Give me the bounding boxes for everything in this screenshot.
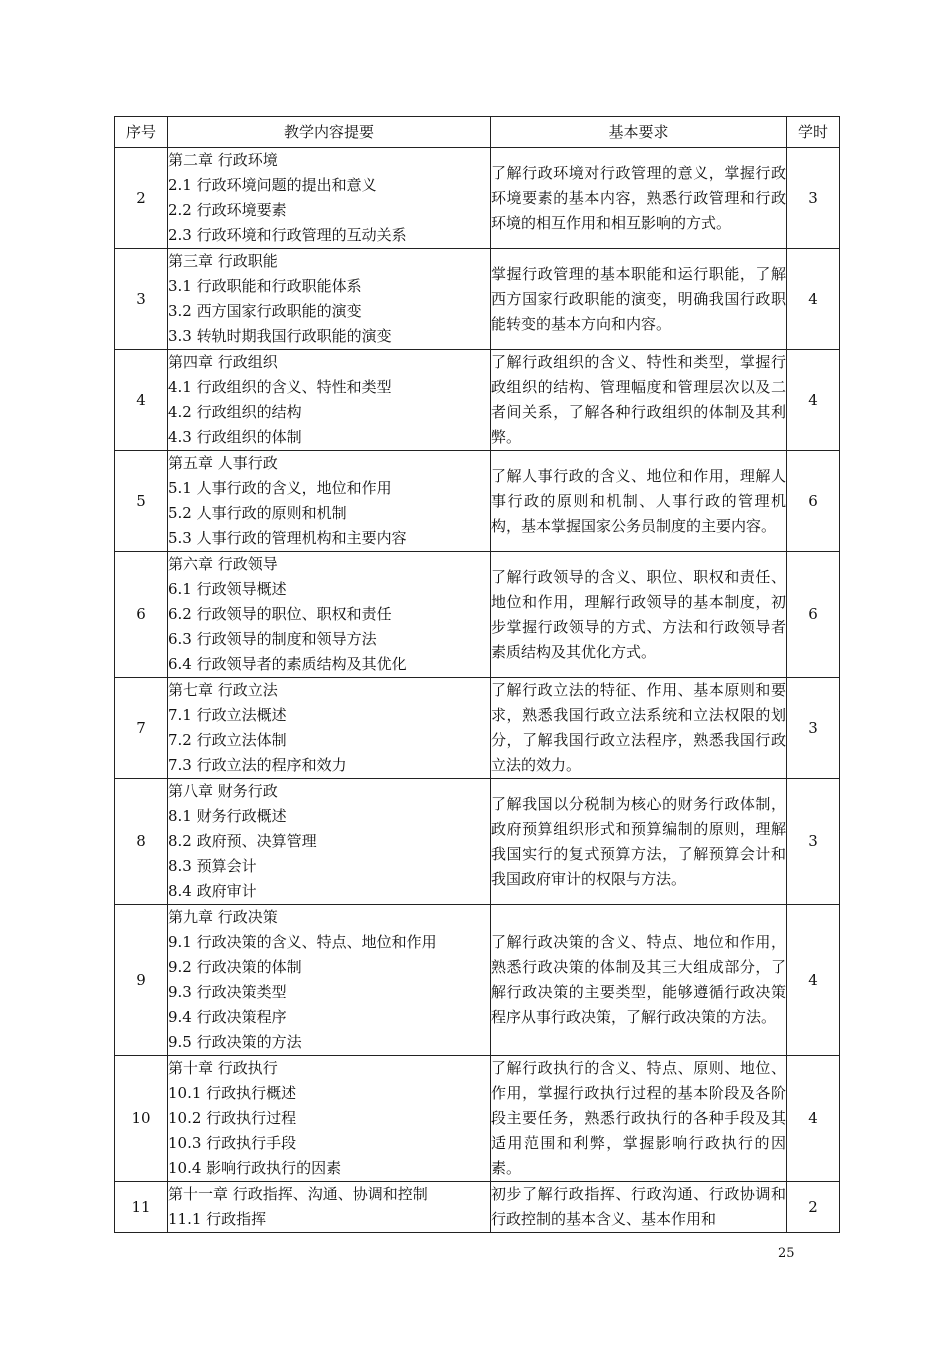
content-line: 第十一章 行政指挥、沟通、协调和控制 — [168, 1185, 428, 1203]
row-hours: 4 — [787, 350, 840, 451]
row-requirements — [491, 451, 787, 552]
row-requirements — [491, 148, 787, 249]
content-line: 10.1 行政执行概述 — [168, 1084, 297, 1102]
row-hours: 2 — [787, 1182, 840, 1233]
content-line: 7.3 行政立法的程序和效力 — [168, 756, 347, 774]
content-line: 第十章 行政执行 — [168, 1059, 278, 1077]
content-line: 第六章 行政领导 — [168, 555, 278, 573]
row-no: 11 — [115, 1182, 168, 1233]
row-requirements — [491, 779, 787, 905]
row-hours: 3 — [787, 148, 840, 249]
content-line: 8.2 政府预、决算管理 — [168, 832, 317, 850]
row-content — [168, 350, 491, 451]
row-content — [168, 779, 491, 905]
row-hours: 4 — [787, 249, 840, 350]
row-requirements — [491, 552, 787, 678]
content-line: 第五章 人事行政 — [168, 454, 278, 472]
row-requirements — [491, 249, 787, 350]
row-no: 10 — [115, 1056, 168, 1182]
row-content — [168, 552, 491, 678]
row-content — [168, 1056, 491, 1182]
row-no: 8 — [115, 779, 168, 905]
content-line: 2.2 行政环境要素 — [168, 201, 287, 219]
content-line: 10.4 影响行政执行的因素 — [168, 1159, 342, 1177]
row-requirements — [491, 678, 787, 779]
requirements-text: 了解我国以分税制为核心的财务行政体制，政府预算组织形式和预算编制的原则，理解我国实行的复式预算方法，了解预算会计和我国政府审计的权限与方法。 — [491, 794, 786, 888]
content-line: 第七章 行政立法 — [168, 681, 278, 699]
content-line: 6.2 行政领导的职位、职权和责任 — [168, 605, 392, 623]
row-no: 5 — [115, 451, 168, 552]
syllabus-table — [114, 116, 840, 1233]
row-no: 6 — [115, 552, 168, 678]
header-requirements: 基本要求 — [491, 117, 787, 148]
row-requirements — [491, 1056, 787, 1182]
requirements-text: 了解行政领导的含义、职位、职权和责任、地位和作用，理解行政领导的基本制度，初步掌握行政领导的方式、方法和行政领导者素质结构及其优化方式。 — [491, 567, 786, 661]
requirements-text: 了解行政决策的含义、特点、地位和作用，熟悉行政决策的体制及其三大组成部分，了解行政决策的主要类型，能够遵循行政决策程序从事行政决策，了解行政决策的方法。 — [491, 933, 786, 1026]
table-row — [115, 779, 840, 905]
header-content: 教学内容提要 — [168, 117, 491, 148]
content-line: 8.3 预算会计 — [168, 857, 257, 875]
content-line: 10.3 行政执行手段 — [168, 1134, 297, 1152]
row-no: 2 — [115, 148, 168, 249]
content-line: 5.1 人事行政的含义，地位和作用 — [168, 479, 392, 497]
content-line: 9.3 行政决策类型 — [168, 983, 287, 1001]
content-line: 6.4 行政领导者的素质结构及其优化 — [168, 655, 407, 673]
content-line: 第四章 行政组织 — [168, 353, 278, 371]
content-line: 9.5 行政决策的方法 — [168, 1033, 302, 1051]
row-requirements — [491, 350, 787, 451]
content-line: 5.3 人事行政的管理机构和主要内容 — [168, 529, 407, 547]
row-requirements — [491, 1182, 787, 1233]
table-header-row — [115, 117, 840, 148]
table-row — [115, 148, 840, 249]
content-line: 3.1 行政职能和行政职能体系 — [168, 277, 362, 295]
row-hours: 4 — [787, 905, 840, 1056]
table-row — [115, 1056, 840, 1182]
row-content — [168, 678, 491, 779]
content-line: 7.2 行政立法体制 — [168, 731, 287, 749]
content-line: 6.1 行政领导概述 — [168, 580, 287, 598]
requirements-text: 了解行政立法的特征、作用、基本原则和要求，熟悉我国行政立法系统和立法权限的划分，了解我国行政立法程序，熟悉我国行政立法的效力。 — [491, 681, 786, 774]
row-hours: 6 — [787, 552, 840, 678]
table-row — [115, 678, 840, 779]
table-row — [115, 249, 840, 350]
requirements-text: 了解行政环境对行政管理的意义，掌握行政环境要素的基本内容，熟悉行政管理和行政环境的相互作用和相互影响的方式。 — [491, 163, 786, 232]
content-line: 9.1 行政决策的含义、特点、地位和作用 — [168, 933, 437, 951]
content-line: 2.3 行政环境和行政管理的互动关系 — [168, 226, 407, 244]
content-line: 8.4 政府审计 — [168, 882, 257, 900]
content-line: 4.1 行政组织的含义、特性和类型 — [168, 378, 392, 396]
row-content — [168, 148, 491, 249]
table-row — [115, 451, 840, 552]
row-no: 9 — [115, 905, 168, 1056]
content-line: 第八章 财务行政 — [168, 782, 278, 800]
content-line: 7.1 行政立法概述 — [168, 706, 287, 724]
table-row — [115, 905, 840, 1056]
row-hours: 6 — [787, 451, 840, 552]
row-no: 4 — [115, 350, 168, 451]
row-content — [168, 249, 491, 350]
content-line: 9.2 行政决策的体制 — [168, 958, 302, 976]
content-line: 第三章 行政职能 — [168, 252, 278, 270]
requirements-text: 初步了解行政指挥、行政沟通、行政协调和行政控制的基本含义、基本作用和 — [491, 1185, 786, 1228]
content-line: 第九章 行政决策 — [168, 908, 278, 926]
content-line: 4.2 行政组织的结构 — [168, 403, 302, 421]
requirements-text: 了解行政组织的含义、特性和类型，掌握行政组织的结构、管理幅度和管理层次以及二者间关系，了解各种行政组织的体制及其利弊。 — [491, 353, 786, 446]
content-line: 5.2 人事行政的原则和机制 — [168, 504, 347, 522]
content-line: 9.4 行政决策程序 — [168, 1008, 287, 1026]
table-row — [115, 552, 840, 678]
row-hours: 3 — [787, 678, 840, 779]
content-line: 第二章 行政环境 — [168, 151, 278, 169]
page-number: 25 — [778, 1246, 795, 1261]
content-line: 2.1 行政环境问题的提出和意义 — [168, 176, 377, 194]
row-content — [168, 905, 491, 1056]
row-content — [168, 1182, 491, 1233]
table-row — [115, 350, 840, 451]
content-line: 8.1 财务行政概述 — [168, 807, 287, 825]
header-no: 序号 — [115, 117, 168, 148]
content-line: 10.2 行政执行过程 — [168, 1109, 297, 1127]
table-row — [115, 1182, 840, 1233]
content-line: 3.2 西方国家行政职能的演变 — [168, 302, 362, 320]
content-line: 3.3 转轨时期我国行政职能的演变 — [168, 327, 392, 345]
content-line: 6.3 行政领导的制度和领导方法 — [168, 630, 377, 648]
content-line: 4.3 行政组织的体制 — [168, 428, 302, 446]
row-content — [168, 451, 491, 552]
content-line: 11.1 行政指挥 — [168, 1210, 267, 1228]
requirements-text: 了解行政执行的含义、特点、原则、地位、作用，掌握行政执行过程的基本阶段及各阶段主要任务，熟悉行政执行的各种手段及其适用范围和利弊，掌握影响行政执行的因素。 — [491, 1059, 786, 1177]
row-hours: 4 — [787, 1056, 840, 1182]
row-requirements — [491, 905, 787, 1056]
row-no: 7 — [115, 678, 168, 779]
requirements-text: 了解人事行政的含义、地位和作用，理解人事行政的原则和机制、人事行政的管理机构，基本掌握国家公务员制度的主要内容。 — [491, 466, 786, 535]
header-hours: 学时 — [787, 117, 840, 148]
requirements-text: 掌握行政管理的基本职能和运行职能，了解西方国家行政职能的演变，明确我国行政职能转变的基本方向和内容。 — [491, 264, 786, 333]
row-no: 3 — [115, 249, 168, 350]
row-hours: 3 — [787, 779, 840, 905]
